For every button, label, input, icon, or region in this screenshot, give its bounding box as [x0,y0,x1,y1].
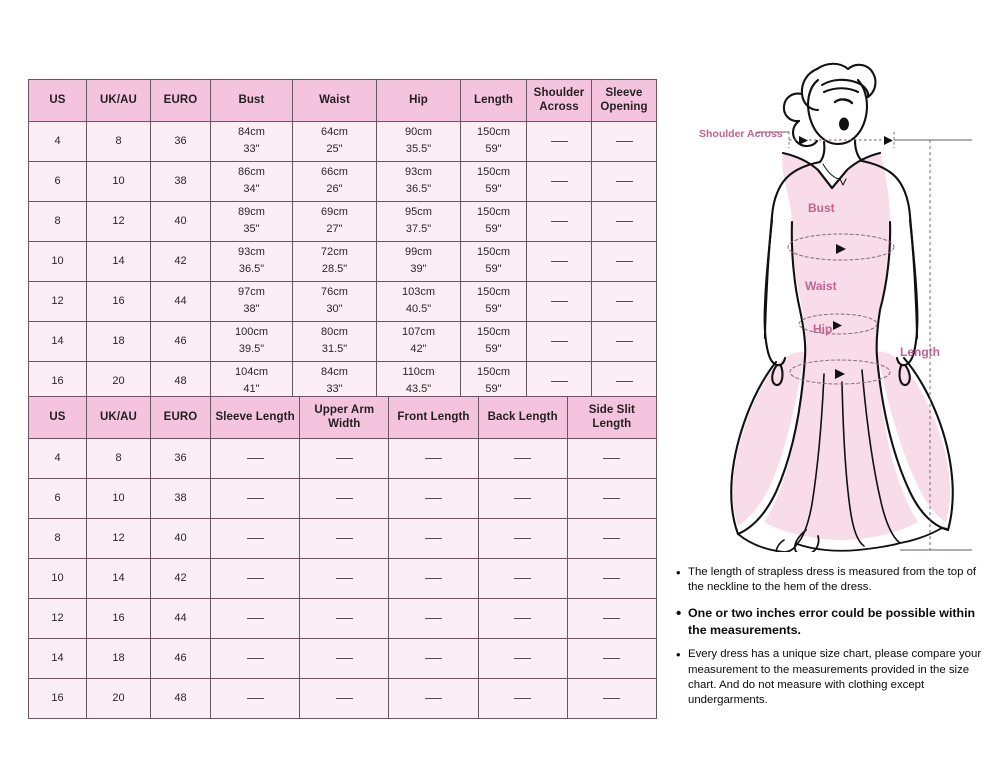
empty-value-dash [514,578,531,579]
cell-waist [293,201,377,241]
cell-hip-inch: 43.5" [405,383,432,396]
cell-hip-cm: 99cm [405,246,432,259]
cell-euro: 38 [151,161,211,201]
cell-hip-cm: 103cm [401,286,436,299]
cell-side-slit-length [567,598,656,638]
note-text: One or two inches error could be possible within the measurements. [688,605,976,637]
table-row [29,638,657,678]
cell-euro: 38 [151,478,211,518]
column-header-uk-au: UK/AU [87,80,151,122]
cell-bust-inch: 33" [243,143,260,156]
cell-sleeve-opening [592,241,657,281]
cell-waist [293,241,377,281]
empty-value-dash [425,458,442,459]
cell-euro: 36 [151,438,211,478]
cell-us: 12 [29,598,87,638]
empty-value-dash [616,261,633,262]
cell-waist [293,121,377,161]
column-header-hip: Hip [377,80,461,122]
cell-hip [377,201,461,241]
cell-shoulder-across [527,201,592,241]
empty-value-dash [514,618,531,619]
cell-bust-inch: 38" [243,303,260,316]
cell-shoulder-across [527,281,592,321]
cell-length-cm: 150cm [476,286,511,299]
cell-sleeve-length [211,478,300,518]
cell-us: 10 [29,558,87,598]
empty-value-dash [616,301,633,302]
cell-bust-cm: 93cm [238,246,265,259]
column-header-upper-arm-width: Upper Arm Width [300,397,389,439]
cell-length [461,201,527,241]
cell-us: 6 [29,478,87,518]
cell-sleeve-length [211,638,300,678]
table-row [29,201,657,241]
cell-shoulder-across [527,161,592,201]
column-header-shoulder-across: Shoulder Across [527,80,592,122]
cell-euro: 46 [151,321,211,361]
table-row [29,281,657,321]
cell-hip-cm: 90cm [405,126,432,139]
cell-waist-cm: 76cm [321,286,348,299]
table-row [29,241,657,281]
cell-us: 6 [29,161,87,201]
table-row [29,598,657,638]
empty-value-dash [336,698,353,699]
empty-value-dash [336,538,353,539]
cell-length [461,281,527,321]
cell-bust [211,201,293,241]
cell-front-length [389,598,478,638]
cell-us: 14 [29,321,87,361]
table-row [29,161,657,201]
cell-euro: 46 [151,638,211,678]
cell-sleeve-opening [592,161,657,201]
cell-back-length [478,438,567,478]
cell-hip-cm: 110cm [402,366,435,379]
cell-hip [377,281,461,321]
empty-value-dash [603,698,620,699]
empty-value-dash [616,381,633,382]
cell-sleeve-opening [592,121,657,161]
column-header-length: Length [461,80,527,122]
cell-upper-arm-width [300,678,389,718]
cell-waist-cm: 69cm [321,206,348,219]
empty-value-dash [425,578,442,579]
cell-sleeve-length [211,558,300,598]
empty-value-dash [247,698,264,699]
cell-bust-inch: 35" [243,223,260,236]
empty-value-dash [551,181,568,182]
cell-us: 16 [29,678,87,718]
note-item [676,605,986,638]
empty-value-dash [514,458,531,459]
cell-front-length [389,678,478,718]
column-header-euro: EURO [151,80,211,122]
cell-length [461,241,527,281]
cell-bust-cm: 100cm [234,326,269,339]
cell-waist-cm: 66cm [321,166,348,179]
cell-uk-au: 10 [87,161,151,201]
cell-hip [377,121,461,161]
cell-euro: 40 [151,518,211,558]
cell-length [461,121,527,161]
cell-front-length [389,558,478,598]
cell-bust-cm: 104cm [234,366,269,379]
cell-back-length [478,558,567,598]
cell-bust-cm: 84cm [238,126,265,139]
cell-waist-inch: 33" [326,383,343,396]
empty-value-dash [616,141,633,142]
cell-uk-au: 8 [87,438,151,478]
cell-us: 12 [29,281,87,321]
cell-hip-inch: 40.5" [405,303,432,316]
cell-hip-inch: 42" [410,343,427,356]
cell-bust-cm: 86cm [238,166,265,179]
cell-side-slit-length [567,478,656,518]
empty-value-dash [551,341,568,342]
illustration-label-hip: Hip [813,322,833,336]
cell-bust [211,121,293,161]
cell-euro: 48 [151,361,211,401]
cell-bust [211,241,293,281]
cell-shoulder-across [527,321,592,361]
cell-front-length [389,438,478,478]
empty-value-dash [514,698,531,699]
cell-euro: 40 [151,201,211,241]
note-text: Every dress has a unique size chart, please compare your measurement to the measurements provided in the size chart. And do not measure with clothing except undergarments. [688,648,982,707]
table-row [29,438,657,478]
empty-value-dash [425,538,442,539]
cell-hip-inch: 39" [410,263,427,276]
cell-uk-au: 20 [87,361,151,401]
cell-upper-arm-width [300,638,389,678]
empty-value-dash [247,618,264,619]
cell-hip [377,241,461,281]
empty-value-dash [514,658,531,659]
cell-uk-au: 16 [87,598,151,638]
cell-length [461,161,527,201]
cell-sleeve-length [211,678,300,718]
empty-value-dash [336,498,353,499]
cell-waist-inch: 26" [326,183,343,196]
empty-value-dash [247,458,264,459]
cell-front-length [389,518,478,558]
cell-us: 8 [29,201,87,241]
cell-euro: 42 [151,558,211,598]
cell-length-inch: 59" [485,183,502,196]
empty-value-dash [336,458,353,459]
empty-value-dash [336,618,353,619]
table-row [29,121,657,161]
table-header-row [29,397,657,439]
table-header-row [29,80,657,122]
column-header-sleeve-length: Sleeve Length [211,397,300,439]
table-row [29,678,657,718]
cell-upper-arm-width [300,558,389,598]
cell-bust-inch: 36.5" [238,263,265,276]
cell-hip [377,161,461,201]
cell-length-cm: 150cm [476,166,511,179]
bullet-icon: • [676,604,682,622]
empty-value-dash [603,578,620,579]
cell-sleeve-opening [592,201,657,241]
note-item [676,647,986,709]
cell-waist-cm: 84cm [321,366,348,379]
empty-value-dash [425,618,442,619]
size-chart-table-secondary [28,396,657,719]
cell-back-length [478,638,567,678]
cell-length-inch: 59" [485,303,502,316]
cell-front-length [389,638,478,678]
cell-hip-inch: 35.5" [405,143,432,156]
empty-value-dash [247,498,264,499]
cell-length-cm: 150cm [476,126,511,139]
cell-length-inch: 59" [485,143,502,156]
cell-bust-cm: 97cm [238,286,265,299]
empty-value-dash [514,498,531,499]
cell-uk-au: 12 [87,518,151,558]
cell-uk-au: 20 [87,678,151,718]
cell-upper-arm-width [300,478,389,518]
cell-bust-inch: 39.5" [238,343,265,356]
table-row [29,321,657,361]
cell-length-inch: 59" [485,263,502,276]
cell-us: 10 [29,241,87,281]
note-item [676,565,986,596]
cell-waist-cm: 72cm [321,246,348,259]
column-header-uk-au: UK/AU [87,397,151,439]
cell-euro: 48 [151,678,211,718]
empty-value-dash [336,578,353,579]
cell-waist-cm: 80cm [321,326,348,339]
cell-euro: 36 [151,121,211,161]
empty-value-dash [603,538,620,539]
cell-length-inch: 59" [485,343,502,356]
empty-value-dash [603,458,620,459]
cell-uk-au: 14 [87,241,151,281]
column-header-side-slit-length: Side Slit Length [567,397,656,439]
illustration-label-shoulder-across: Shoulder Across [699,128,783,140]
cell-length-cm: 150cm [476,326,511,339]
cell-length-inch: 59" [485,223,502,236]
empty-value-dash [616,221,633,222]
cell-side-slit-length [567,678,656,718]
cell-waist [293,281,377,321]
bullet-icon: • [676,647,681,663]
cell-uk-au: 12 [87,201,151,241]
cell-side-slit-length [567,518,656,558]
cell-waist-inch: 31.5" [321,343,348,356]
empty-value-dash [603,658,620,659]
empty-value-dash [603,618,620,619]
cell-uk-au: 14 [87,558,151,598]
cell-waist-inch: 25" [326,143,343,156]
dress-measurement-illustration [672,52,992,552]
cell-length [461,321,527,361]
cell-length-cm: 150cm [476,206,511,219]
cell-length-cm: 150cm [476,366,511,379]
cell-waist [293,321,377,361]
column-header-back-length: Back Length [478,397,567,439]
cell-back-length [478,478,567,518]
cell-sleeve-opening [592,321,657,361]
empty-value-dash [425,498,442,499]
column-header-us: US [29,397,87,439]
empty-value-dash [425,658,442,659]
cell-side-slit-length [567,438,656,478]
cell-hip [377,321,461,361]
cell-side-slit-length [567,638,656,678]
cell-length-inch: 59" [485,383,502,396]
cell-sleeve-opening [592,281,657,321]
bullet-icon: • [676,565,681,580]
measurement-notes [676,565,986,718]
empty-value-dash [551,221,568,222]
cell-sleeve-length [211,598,300,638]
cell-us: 16 [29,361,87,401]
cell-bust [211,321,293,361]
cell-side-slit-length [567,558,656,598]
cell-hip-inch: 36.5" [405,183,432,196]
cell-upper-arm-width [300,598,389,638]
cell-uk-au: 18 [87,321,151,361]
cell-bust [211,161,293,201]
empty-value-dash [551,141,568,142]
column-header-sleeve-opening: Sleeve Opening [592,80,657,122]
cell-back-length [478,518,567,558]
table-row [29,478,657,518]
empty-value-dash [514,538,531,539]
cell-waist-inch: 28.5" [321,263,348,276]
column-header-front-length: Front Length [389,397,478,439]
empty-value-dash [247,658,264,659]
cell-sleeve-length [211,438,300,478]
table-row [29,558,657,598]
column-header-euro: EURO [151,397,211,439]
empty-value-dash [551,261,568,262]
cell-us: 8 [29,518,87,558]
cell-euro: 44 [151,281,211,321]
cell-waist-cm: 64cm [321,126,348,139]
empty-value-dash [616,181,633,182]
cell-hip-inch: 37.5" [405,223,432,236]
table-row [29,518,657,558]
column-header-waist: Waist [293,80,377,122]
cell-hip-cm: 107cm [401,326,436,339]
size-chart-table-primary [28,79,657,402]
cell-front-length [389,478,478,518]
empty-value-dash [603,498,620,499]
cell-waist-inch: 27" [326,223,343,236]
illustration-label-bust: Bust [808,201,835,215]
cell-uk-au: 10 [87,478,151,518]
empty-value-dash [247,538,264,539]
empty-value-dash [247,578,264,579]
cell-bust-cm: 89cm [238,206,265,219]
empty-value-dash [551,381,568,382]
cell-back-length [478,678,567,718]
cell-waist [293,161,377,201]
cell-us: 4 [29,438,87,478]
cell-shoulder-across [527,121,592,161]
cell-us: 14 [29,638,87,678]
cell-uk-au: 16 [87,281,151,321]
empty-value-dash [336,658,353,659]
cell-back-length [478,598,567,638]
illustration-label-waist: Waist [805,279,837,293]
illustration-label-length: Length [900,345,940,359]
cell-sleeve-length [211,518,300,558]
cell-length-cm: 150cm [476,246,511,259]
cell-upper-arm-width [300,438,389,478]
cell-us: 4 [29,121,87,161]
note-text: The length of strapless dress is measured from the top of the neckline to the hem of the dress. [688,566,977,594]
empty-value-dash [616,341,633,342]
cell-uk-au: 18 [87,638,151,678]
column-header-bust: Bust [211,80,293,122]
cell-hip-cm: 93cm [405,166,432,179]
cell-bust-inch: 41" [243,383,260,396]
cell-waist-inch: 30" [326,303,343,316]
empty-value-dash [551,301,568,302]
cell-uk-au: 8 [87,121,151,161]
cell-euro: 42 [151,241,211,281]
cell-shoulder-across [527,241,592,281]
cell-hip-cm: 95cm [405,206,432,219]
cell-bust-inch: 34" [243,183,260,196]
empty-value-dash [425,698,442,699]
cell-bust [211,281,293,321]
cell-upper-arm-width [300,518,389,558]
column-header-us: US [29,80,87,122]
cell-euro: 44 [151,598,211,638]
